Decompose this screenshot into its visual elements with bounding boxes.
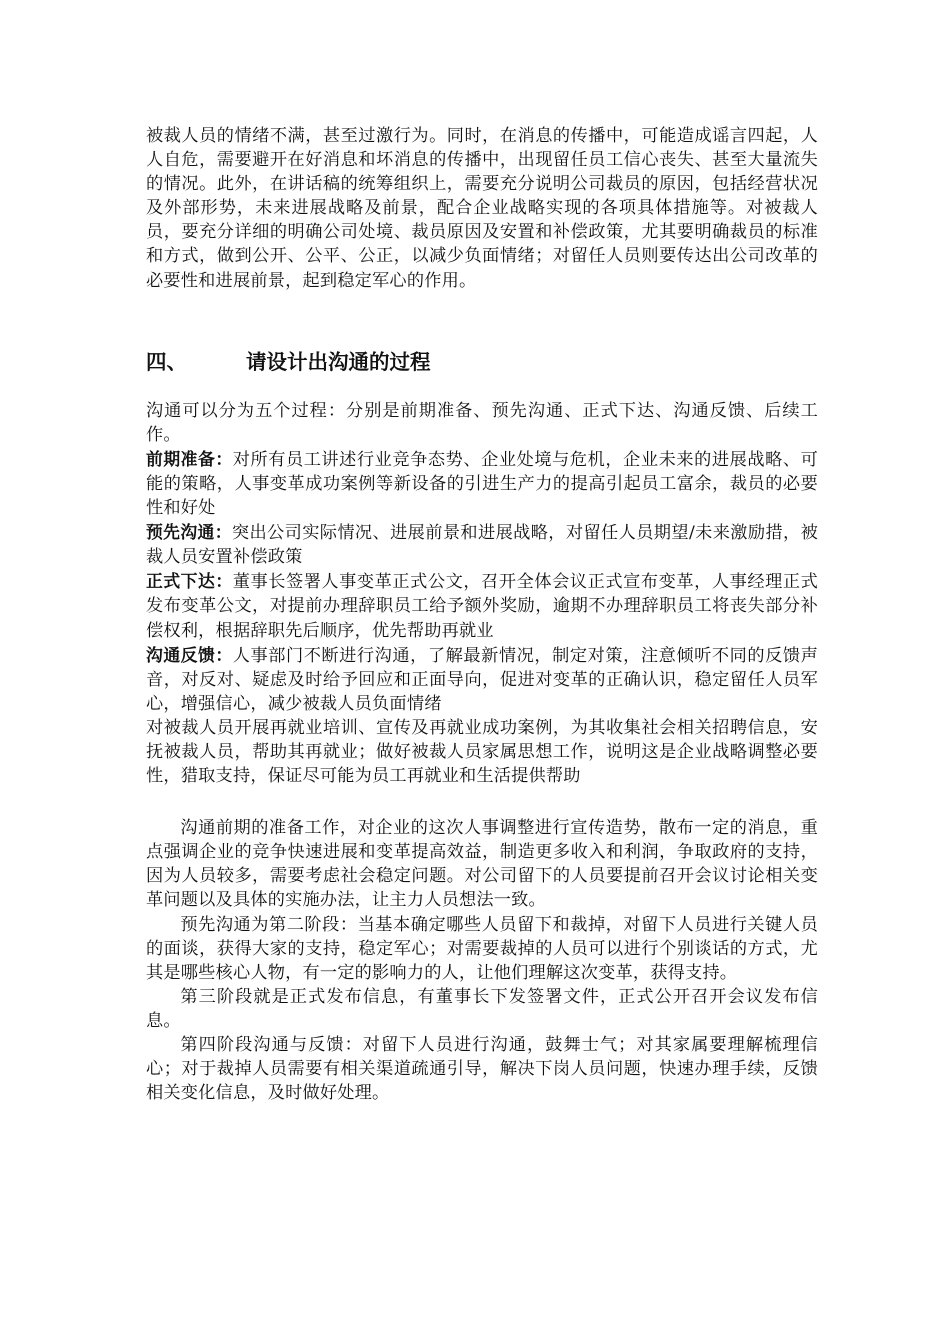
- stage-text: 对所有员工讲述行业竞争态势、企业处境与危机，企业未来的进展战略、可能的策略，人事变革成功案例等新设备的引进生产力的提高引起员工富余，裁员的必要性和好处: [146, 449, 818, 519]
- section-title: 请设计出沟通的过程: [246, 349, 431, 374]
- intro-paragraph: 被裁人员的情绪不满，甚至过激行为。同时，在消息的传播中，可能造成谣言四起，人人自危，需要避开在好消息和坏消息的传播中，出现留任员工信心丧失、甚至大量流失的情况。此外，在讲话稿的统筹组织上，需要充分说明公司裁员的原因，包括经营状况及外部形势，未来进展战略及前景，配合企业战略实现的各项具体措施等。对被裁人员，要充分详细的明确公司处境、裁员原因及安置和补偿政策，尤其要明确裁员的标准和方式，做到公开、公平、公正，以减少负面情绪；对留任人员则要传达出公司改革的必要性和进展前景，起到稳定军心的作用。: [146, 126, 818, 291]
- overview-paragraph: 沟通可以分为五个过程：分别是前期准备、预先沟通、正式下达、沟通反馈、后续工作。: [146, 400, 818, 445]
- section-number: 四、: [146, 349, 187, 374]
- body-paragraph: 沟通前期的准备工作，对企业的这次人事调整进行宣传造势，散布一定的消息，重点强调企业的竞争快速进展和变革提高效益，制造更多收入和利润，争取政府的支持，因为人员较多，需要考虑社会稳定问题。对公司留下的人员要提前召开会议讨论相关变革问题以及具体的实施办法，让主力人员想法一致。: [146, 818, 818, 911]
- stage-text: 人事部门不断进行沟通，了解最新情况，制定对策，注意倾听不同的反馈声音，对反对、疑虑及时给予回应和正面导向，促进对变革的正确认识，稳定留任人员军心，增强信心，减少被裁人员负面情绪: [146, 645, 818, 714]
- document-page: [146, 124, 818, 1105]
- stage-item: [146, 447, 818, 520]
- body-paragraph: 第三阶段就是正式发布信息，有董事长下发签署文件，正式公开召开会议发布信息。: [146, 986, 818, 1031]
- stage-item: [146, 569, 818, 642]
- body-paragraph: 第四阶段沟通与反馈：对留下人员进行沟通，鼓舞士气；对其家属要理解梳理信心；对于裁掉人员需要有相关渠道疏通引导，解决下岗人员问题，快速办理手续，反馈相关变化信息，及时做好处理。: [146, 1035, 818, 1104]
- stage-text: 董事长签署人事变革正式公文，召开全体会议正式宣布变革，人事经理正式发布变革公文，对提前办理辞职员工给予额外奖励，逾期不办理辞职员工将丧失部分补偿权利，根据辞职先后顺序，优先帮助再就业: [146, 572, 818, 641]
- stage-label: 正式下达：: [146, 571, 233, 592]
- spacer: [146, 788, 818, 816]
- stage-item: [146, 643, 818, 716]
- stage-text: 突出公司实际情况、进展前景和进展战略，对留任人员期望/未来激励措，被裁人员安置补偿政策: [146, 523, 818, 568]
- stage-label: 沟通反馈：: [146, 644, 233, 665]
- stage-item: [146, 520, 818, 569]
- stage-label: 预先沟通：: [146, 522, 232, 543]
- followup-paragraph: 对被裁人员开展再就业培训、宣传及再就业成功案例，为其收集社会相关招聘信息，安抚被裁人员，帮助其再就业；做好被裁人员家属思想工作，说明这是企业战略调整必要性，猎取支持，保证尽可能为员工再就业和生活提供帮助: [146, 717, 818, 787]
- stage-label: 前期准备：: [146, 448, 233, 469]
- section-heading: [146, 347, 818, 377]
- body-paragraph: 预先沟通为第二阶段：当基本确定哪些人员留下和裁掉，对留下人员进行关键人员的面谈，获得大家的支持，稳定军心；对需要裁掉的人员可以进行个别谈话的方式，尤其是哪些核心人物，有一定的影响力的人，让他们理解这次变革，获得支持。: [146, 914, 818, 983]
